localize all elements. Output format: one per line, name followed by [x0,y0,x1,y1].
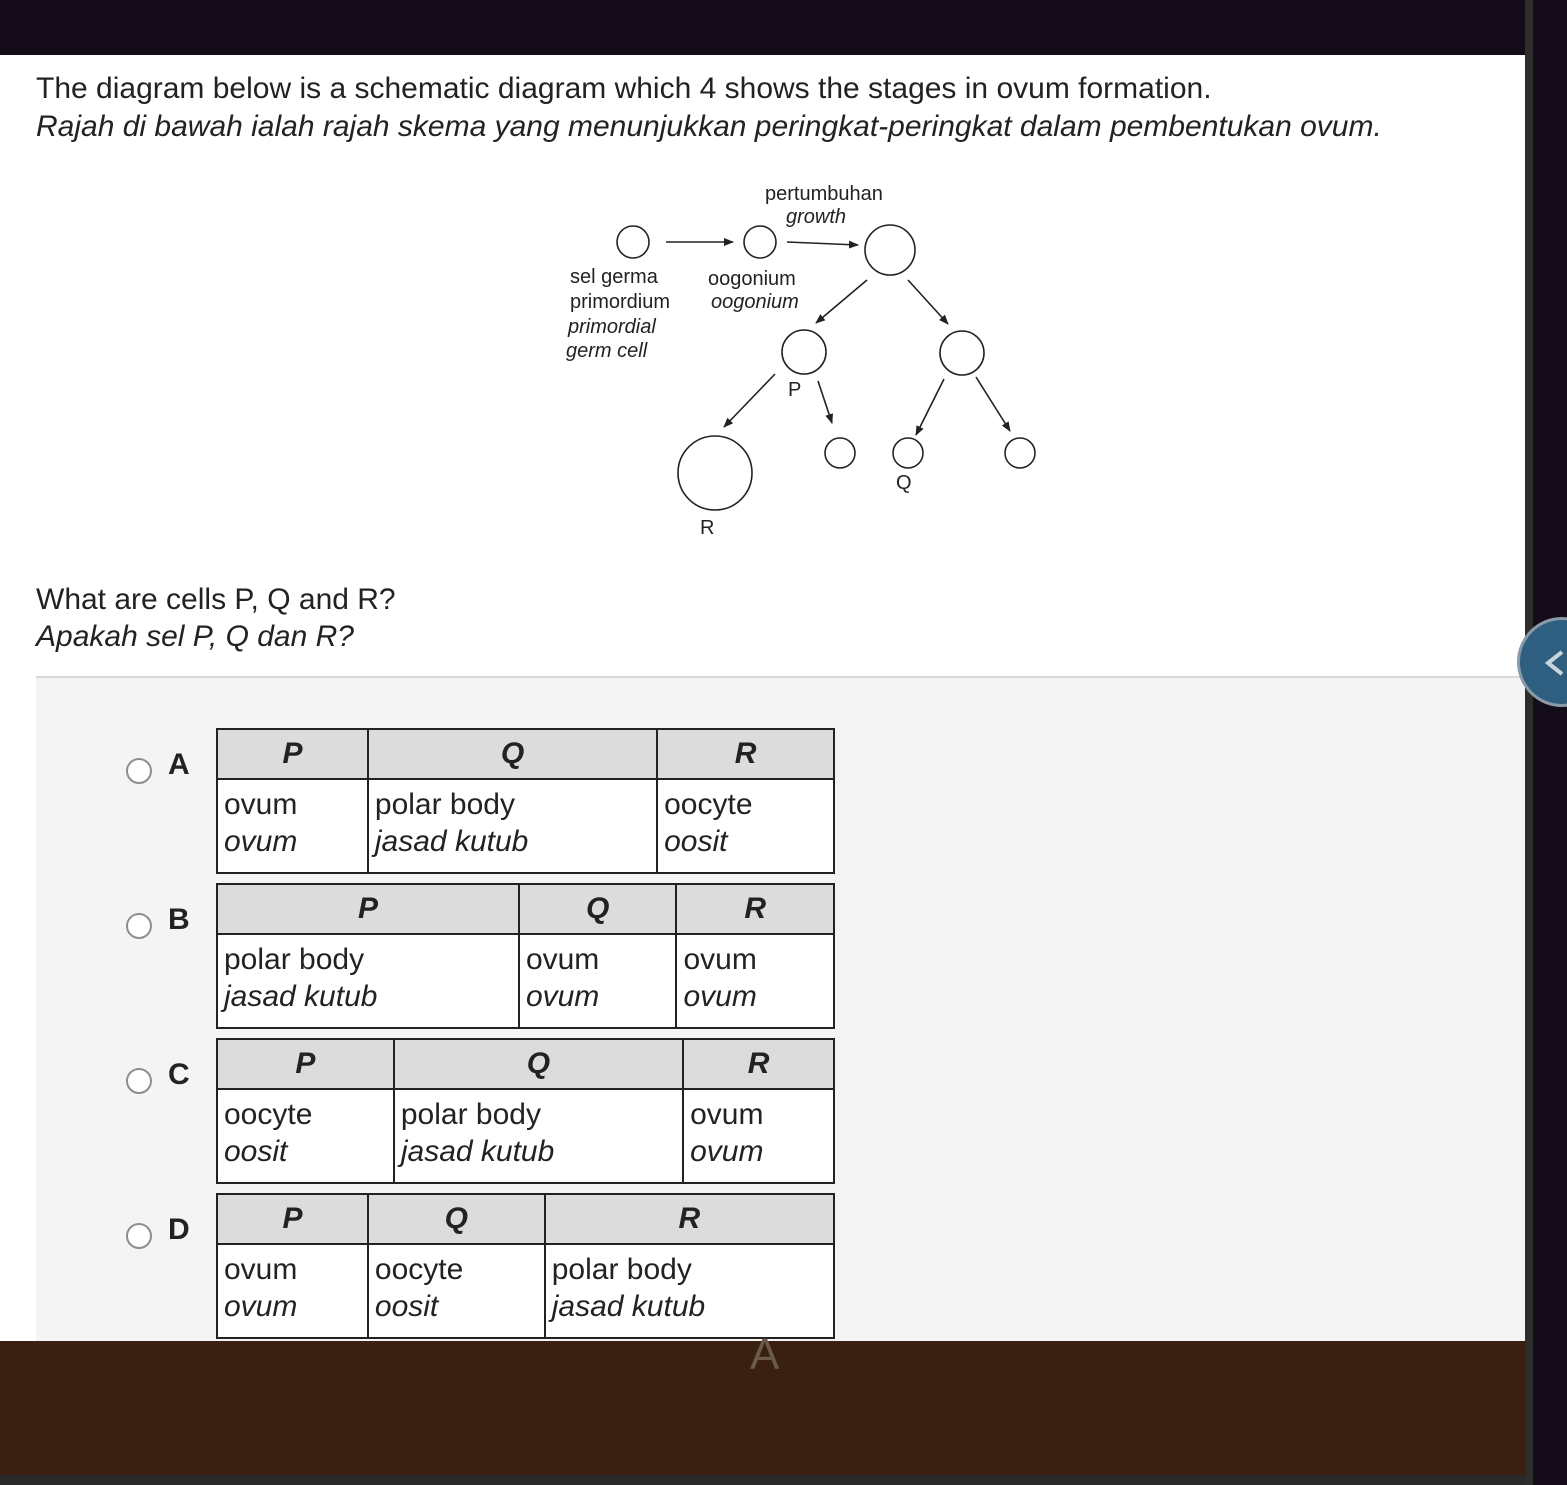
footer-ghost-letter: A [750,1330,780,1379]
question-text-ms: Rajah di bawah ialah rajah skema yang menunjukkan peringkat-peringkat dalam pembentukan ovum. [36,110,1382,143]
option-letter: A [168,748,190,781]
cell-r-answer: ovum ovum [683,1089,834,1183]
option-a[interactable] [36,728,1525,878]
cell-oogonium [744,226,776,258]
cell-q [893,438,923,468]
option-table [216,1038,835,1184]
cell-q-answer: ovum ovum [519,934,677,1028]
bottom-edge [0,1475,1525,1485]
option-c[interactable] [36,1038,1525,1188]
label-oogonium-ms: oogonium [708,268,796,290]
question-text-en: The diagram below is a schematic diagram which 4 shows the stages in ovum formation. [36,72,1212,105]
header-q: Q [368,1194,545,1244]
cell-p-answer: polar body jasad kutub [217,934,519,1028]
label-pgc-ms-1: sel germa [570,266,658,288]
cell-p-answer: ovum ovum [217,779,368,873]
label-r: R [700,517,715,539]
header-p: P [217,1039,394,1089]
header-q: Q [394,1039,683,1089]
cell-grown [865,225,915,275]
cell-r [678,436,752,510]
option-table [216,883,835,1029]
label-oogonium-en: oogonium [711,291,799,313]
cell-p-answer: ovum ovum [217,1244,368,1338]
cell-r-answer: ovum ovum [676,934,834,1028]
cell-q-answer: polar body jasad kutub [368,779,657,873]
option-letter: C [168,1058,190,1091]
cell-p-answer: oocyte oosit [217,1089,394,1183]
cell-r-answer: polar body jasad kutub [545,1244,834,1338]
cell-p [782,330,826,374]
option-d[interactable] [36,1193,1525,1341]
scrollbar-track[interactable] [1525,0,1533,1485]
cell-small-1 [825,438,855,468]
header-r: R [657,729,834,779]
option-table [216,728,835,874]
cell-small-3 [1005,438,1035,468]
chevron-left-icon [1540,648,1567,678]
sub-question-en: What are cells P, Q and R? [36,583,396,616]
label-pgc-en-2: germ cell [566,340,648,362]
top-bar [0,0,1567,55]
radio-option-c[interactable] [126,1068,152,1094]
label-pgc-ms-2: primordium [570,291,671,313]
radio-option-d[interactable] [126,1223,152,1249]
header-p: P [217,884,519,934]
ovum-formation-diagram [0,55,1525,575]
label-p: P [788,379,802,401]
cell-r-answer: oocyte oosit [657,779,834,873]
radio-option-a[interactable] [126,758,152,784]
cell-q-answer: polar body jasad kutub [394,1089,683,1183]
right-edge [1533,0,1567,1485]
header-r: R [683,1039,834,1089]
option-table [216,1193,835,1339]
label-pgc-en-1: primordial [568,316,656,338]
sub-question-ms: Apakah sel P, Q dan R? [36,620,354,653]
header-q: Q [368,729,657,779]
option-letter: D [168,1213,190,1246]
header-p: P [217,1194,368,1244]
answer-options [36,676,1525,1341]
cell-second-row-right [940,331,984,375]
label-growth-en: growth [786,206,847,228]
header-r: R [676,884,834,934]
header-r: R [545,1194,834,1244]
radio-option-b[interactable] [126,913,152,939]
label-growth-ms: pertumbuhan [765,183,883,205]
option-b[interactable] [36,883,1525,1033]
header-q: Q [519,884,677,934]
option-letter: B [168,903,190,936]
cell-q-answer: oocyte oosit [368,1244,545,1338]
label-q: Q [896,472,912,494]
cell-primordial-germ [617,226,649,258]
question-panel [0,55,1525,1341]
header-p: P [217,729,368,779]
